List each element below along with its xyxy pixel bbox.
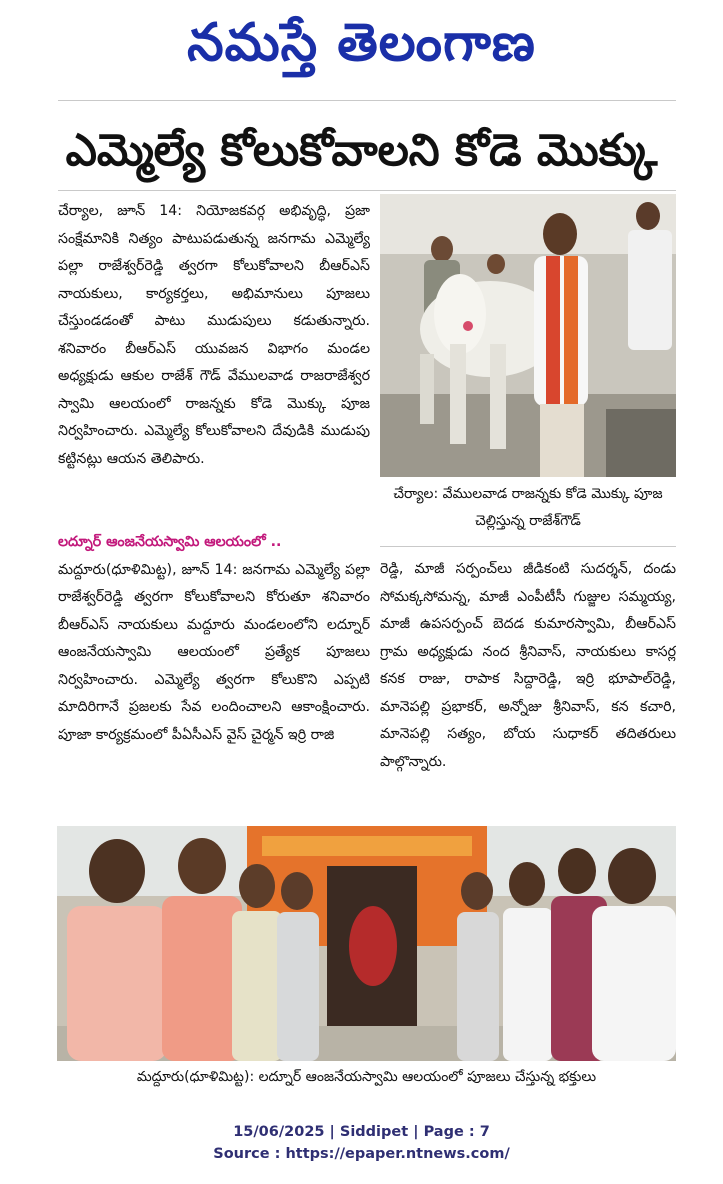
photo-bull-offering: [380, 194, 676, 477]
story2-paragraph-right: రెడ్డి, మాజీ సర్పంచ్‌లు జీడికంటి సుదర్శన్, దండు సోమక్కసోమన్న, మాజీ ఎంపీటీసీ గుజ్జుల సమ్మయ్య, మాజీ ఉపసర్పంచ్ బెదడ కుమారస్వామి, బీఆర్‌ఎస్ గ్రామ అధ్యక్షుడు నంద శ్రీనివాస్, నాయకులు కాసర్ల కనక రాజు, రాపాక సిద్దారెడ్డి, ఇర్రి భూపాల్‌రెడ్డి, మానెపల్లి ప్రభాకర్, అన్నోజు శ్రీనివాస్, కన కచారి, మానెపల్లి సత్యం, బోయ సుధాకర్ తదితరులు పాల్గొన్నారు.: [380, 561, 676, 770]
story2-paragraph-left: మద్దూరు(ధూళిమిట్ట), జూన్ 14: జనగామ ఎమ్మెల్యే పల్లా రాజేశ్వర్‌రెడ్డి త్వరగా కోలుకోవాలని కోరుతూ శనివారం బీఆర్‌ఎస్ నాయకులు మద్దూరు మండలంలోని లద్నూర్ ఆంజనేయస్వామి ఆలయంలో ప్రత్యేక పూజలు నిర్వహించారు. ఎమ్మెల్యే త్వరగా కోలుకొని ఎప్పటి మాదిరిగానే ప్రజలకు సేవ లందించాలని ఆకాంక్షించారు. పూజా కార్యక్రమంలో పీఏసీఎస్ వైస్ చైర్మన్ ఇర్రి రాజి: [58, 561, 370, 743]
headline: ఎమ్మెల్యే కోలుకోవాలని కోడె మొక్కు: [65, 125, 658, 176]
masthead-divider: [58, 100, 676, 101]
story1-column: [58, 198, 370, 473]
bull-offering-image: [380, 194, 676, 477]
photo1-caption: చేర్యాల: వేములవాడ రాజన్నకు కోడె మొక్కు పూజ చెల్లిస్తున్న రాజేశ్‌గౌడ్: [393, 486, 663, 529]
caption-divider: [380, 546, 676, 547]
temple-devotees-image: [57, 826, 676, 1061]
story1-paragraph: చేర్యాల, జూన్ 14: నియోజకవర్గ అభివృద్ధి, ప్రజా సంక్షేమానికి నిత్యం పాటుపడుతున్న జనగామ ఎమ్మెల్యే పల్లా రాజేశ్వర్‌రెడ్డి త్వరగా కోలుకోవాలని బీఆర్‌ఎస్ నాయకులు, కార్యకర్తలు, అభిమానులు పూజలు చేస్తుండడంతో పాటు ముడుపులు కడుతున్నారు. శనివారం బీఆర్‌ఎస్ యువజన విభాగం మండల అధ్యక్షుడు ఆకుల రాజేశ్ గౌడ్ వేములవాడ రాజరాజేశ్వర స్వామి ఆలయంలో రాజన్నకు కోడె మొక్కు పూజ నిర్వహించారు. ఎమ్మెల్యే కోలుకోవాలని దేవుడికి ముడుపు కట్టినట్లు ఆయన తెలిపారు.: [58, 203, 370, 467]
story2-subhead: లద్నూర్ ఆంజనేయస్వామి ఆలయంలో ..: [58, 534, 282, 550]
story2-left-column: [58, 529, 370, 749]
masthead: [0, 8, 723, 78]
footer-date-edition: 15/06/2025 | Siddipet | Page : 7: [233, 1124, 490, 1140]
story2-right-column: [380, 556, 676, 776]
photo-temple-devotees: [57, 826, 676, 1061]
headline-divider: [58, 190, 676, 191]
footer-source: Source : https://epaper.ntnews.com/: [213, 1146, 510, 1162]
photo2-caption: మద్దూరు(ధూళిమిట్ట): లద్నూర్ ఆంజనేయస్వామి ఆలయంలో పూజలు చేస్తున్న భక్తులు: [136, 1069, 597, 1085]
newspaper-logo: నమస్తే తెలంగాణ: [187, 12, 536, 73]
